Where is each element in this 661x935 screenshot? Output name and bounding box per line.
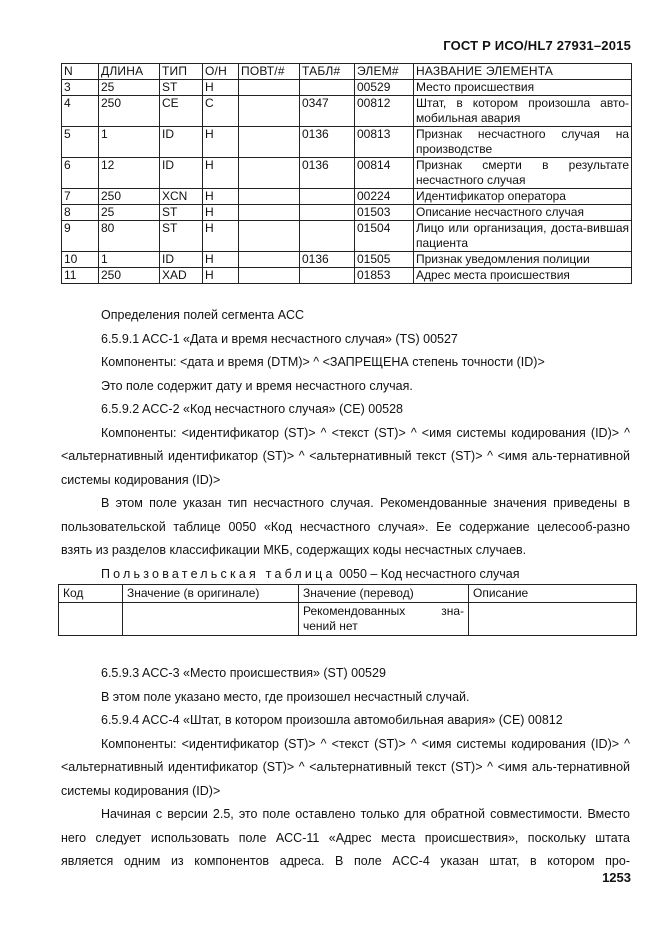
column-header: Код — [59, 585, 123, 603]
field-heading-acc4: 6.5.9.4 ACC-4 «Штат, в котором произошла автомобильная авария» (CE) 00812 — [101, 713, 563, 727]
table-cell: 01504 — [355, 221, 414, 252]
table-cell: XAD — [160, 268, 203, 284]
table-row — [62, 80, 632, 96]
table-row — [62, 252, 632, 268]
table-cell — [239, 96, 300, 127]
table-caption-label: Пользовательская таблица — [101, 566, 336, 581]
table-row — [59, 603, 637, 636]
column-header: Значение (перевод) — [299, 585, 469, 603]
table-cell: ID — [160, 127, 203, 158]
table-cell: ST — [160, 221, 203, 252]
table-cell: 6 — [62, 158, 99, 189]
table-cell: 4 — [62, 96, 99, 127]
table-cell — [239, 252, 300, 268]
table-cell: Штат, в котором произошла авто-мобильная авария — [414, 96, 632, 127]
user-table-0050 — [58, 584, 637, 636]
paragraph: Это поле содержит дату и время несчастного случая. — [101, 378, 413, 393]
table-caption-title: 0050 – Код несчастного случая — [335, 566, 520, 581]
table-cell: 3 — [62, 80, 99, 96]
column-header: ЭЛЕМ# — [355, 64, 414, 80]
table-cell: Н — [203, 268, 239, 284]
column-header: НАЗВАНИЕ ЭЛЕМЕНТА — [414, 64, 632, 80]
table-cell — [239, 158, 300, 189]
table-cell: 01505 — [355, 252, 414, 268]
paragraph: Начиная с версии 2.5, это поле оставлено только для обратной совместимости. Вместо него следует использовать поле ACC-11 «Адрес места происшествия», поскольку штата является одним из компонентов адреса. В поле ACC-4 указан штат, в котором про- — [61, 807, 630, 868]
table-cell — [300, 189, 355, 205]
column-header: ПОВТ/# — [239, 64, 300, 80]
table-cell: 5 — [62, 127, 99, 158]
table-cell: Н — [203, 252, 239, 268]
table-cell: 0136 — [300, 127, 355, 158]
column-header: ТИП — [160, 64, 203, 80]
table-cell: CE — [160, 96, 203, 127]
table-cell: ST — [160, 80, 203, 96]
table-cell: ID — [160, 158, 203, 189]
table-cell: 250 — [99, 268, 160, 284]
table-cell — [123, 603, 299, 636]
paragraph: В этом поле указан тип несчастного случая. Рекомендованные значения приведены в пользовательской таблице 0050 «Код несчастного случая». Ее содержание целесооб-разно взять из разделов классификации МКБ, содержащих коды несчастных случаев. — [61, 496, 630, 557]
table-header-row — [62, 64, 632, 80]
field-heading-acc2: 6.5.9.2 ACC-2 «Код несчастного случая» (CE) 00528 — [101, 402, 404, 416]
field-definitions-text — [61, 304, 630, 586]
table-cell: 10 — [62, 252, 99, 268]
table-cell: 00812 — [355, 96, 414, 127]
table-cell: Место происшествия — [414, 80, 632, 96]
table-row — [62, 127, 632, 158]
table-cell — [239, 127, 300, 158]
table-header-row — [59, 585, 637, 603]
table-cell: Н — [203, 127, 239, 158]
paragraph: В этом поле указано место, где произошел несчастный случай. — [101, 689, 470, 704]
page-number: 1253 — [602, 870, 631, 885]
table-cell — [239, 80, 300, 96]
table-cell — [239, 189, 300, 205]
table-cell: 250 — [99, 96, 160, 127]
table-cell: Адрес места происшествия — [414, 268, 632, 284]
table-cell: 0347 — [300, 96, 355, 127]
table-cell: Н — [203, 158, 239, 189]
table-cell — [300, 80, 355, 96]
table-cell — [239, 205, 300, 221]
table-cell: 12 — [99, 158, 160, 189]
column-header: Описание — [469, 585, 637, 603]
table-cell: 01853 — [355, 268, 414, 284]
table-cell: 80 — [99, 221, 160, 252]
table-cell — [469, 603, 637, 636]
column-header: Значение (в оригинале) — [123, 585, 299, 603]
table-cell: 7 — [62, 189, 99, 205]
column-header: ТАБЛ# — [300, 64, 355, 80]
table-cell: 00814 — [355, 158, 414, 189]
table-row — [62, 189, 632, 205]
table-cell: Н — [203, 205, 239, 221]
table-cell: 11 — [62, 268, 99, 284]
field-definitions-text-2 — [61, 662, 630, 874]
table-cell: ST — [160, 205, 203, 221]
table-row — [62, 205, 632, 221]
table-cell: 00224 — [355, 189, 414, 205]
table-cell: Н — [203, 189, 239, 205]
table-cell: Описание несчастного случая — [414, 205, 632, 221]
table-cell: 25 — [99, 80, 160, 96]
table-caption — [61, 563, 630, 587]
table-cell: 25 — [99, 205, 160, 221]
table-cell: Рекомендованных зна-чений нет — [299, 603, 469, 636]
table-cell — [239, 268, 300, 284]
column-header: N — [62, 64, 99, 80]
table-cell — [300, 205, 355, 221]
table-cell: Лицо или организация, доста-вившая пациента — [414, 221, 632, 252]
components-acc4: Компоненты: <идентификатор (ST)> ^ <текст (ST)> ^ <имя системы кодирования (ID)> ^ <альтернативный идентификатор (ST)> ^ <альтернативный текст (ST)> ^ <имя аль-тернативной системы кодирования (ID)> — [61, 736, 630, 798]
field-heading-acc3: 6.5.9.3 ACC-3 «Место происшествия» (ST) 00529 — [101, 666, 386, 680]
table-cell: 0136 — [300, 158, 355, 189]
table-cell: Н — [203, 221, 239, 252]
column-header: О/Н — [203, 64, 239, 80]
components-acc1: Компоненты: <дата и время (DTM)> ^ <ЗАПРЕЩЕНА степень точности (ID)> — [101, 355, 545, 369]
table-row — [62, 268, 632, 284]
table-cell: С — [203, 96, 239, 127]
table-cell: Признак смерти в результате несчастного случая — [414, 158, 632, 189]
segment-fields-table — [61, 63, 632, 284]
table-cell: Признак уведомления полиции — [414, 252, 632, 268]
table-cell: 250 — [99, 189, 160, 205]
table-cell: 0136 — [300, 252, 355, 268]
table-cell: 00529 — [355, 80, 414, 96]
table-cell: Н — [203, 80, 239, 96]
components-acc2: Компоненты: <идентификатор (ST)> ^ <текст (ST)> ^ <имя системы кодирования (ID)> ^ <альтернативный идентификатор (ST)> ^ <альтернативный текст (ST)> ^ <имя аль-тернативной системы кодирования (ID)> — [61, 425, 630, 487]
table-cell: 1 — [99, 127, 160, 158]
table-cell: Признак несчастного случая на производстве — [414, 127, 632, 158]
document-header: ГОСТ Р ИСО/HL7 27931–2015 — [443, 38, 631, 53]
table-cell — [300, 221, 355, 252]
table-cell: 00813 — [355, 127, 414, 158]
section-heading: Определения полей сегмента ACC — [101, 308, 305, 322]
table-cell — [300, 268, 355, 284]
table-cell: 1 — [99, 252, 160, 268]
table-row — [62, 158, 632, 189]
table-row — [62, 96, 632, 127]
field-heading-acc1: 6.5.9.1 ACC-1 «Дата и время несчастного случая» (TS) 00527 — [101, 331, 458, 346]
table-cell: 8 — [62, 205, 99, 221]
table-cell: Идентификатор оператора — [414, 189, 632, 205]
table-cell: 9 — [62, 221, 99, 252]
column-header: ДЛИНА — [99, 64, 160, 80]
table-cell — [59, 603, 123, 636]
table-cell: XCN — [160, 189, 203, 205]
table-cell — [239, 221, 300, 252]
table-cell: 01503 — [355, 205, 414, 221]
table-cell: ID — [160, 252, 203, 268]
table-row — [62, 221, 632, 252]
